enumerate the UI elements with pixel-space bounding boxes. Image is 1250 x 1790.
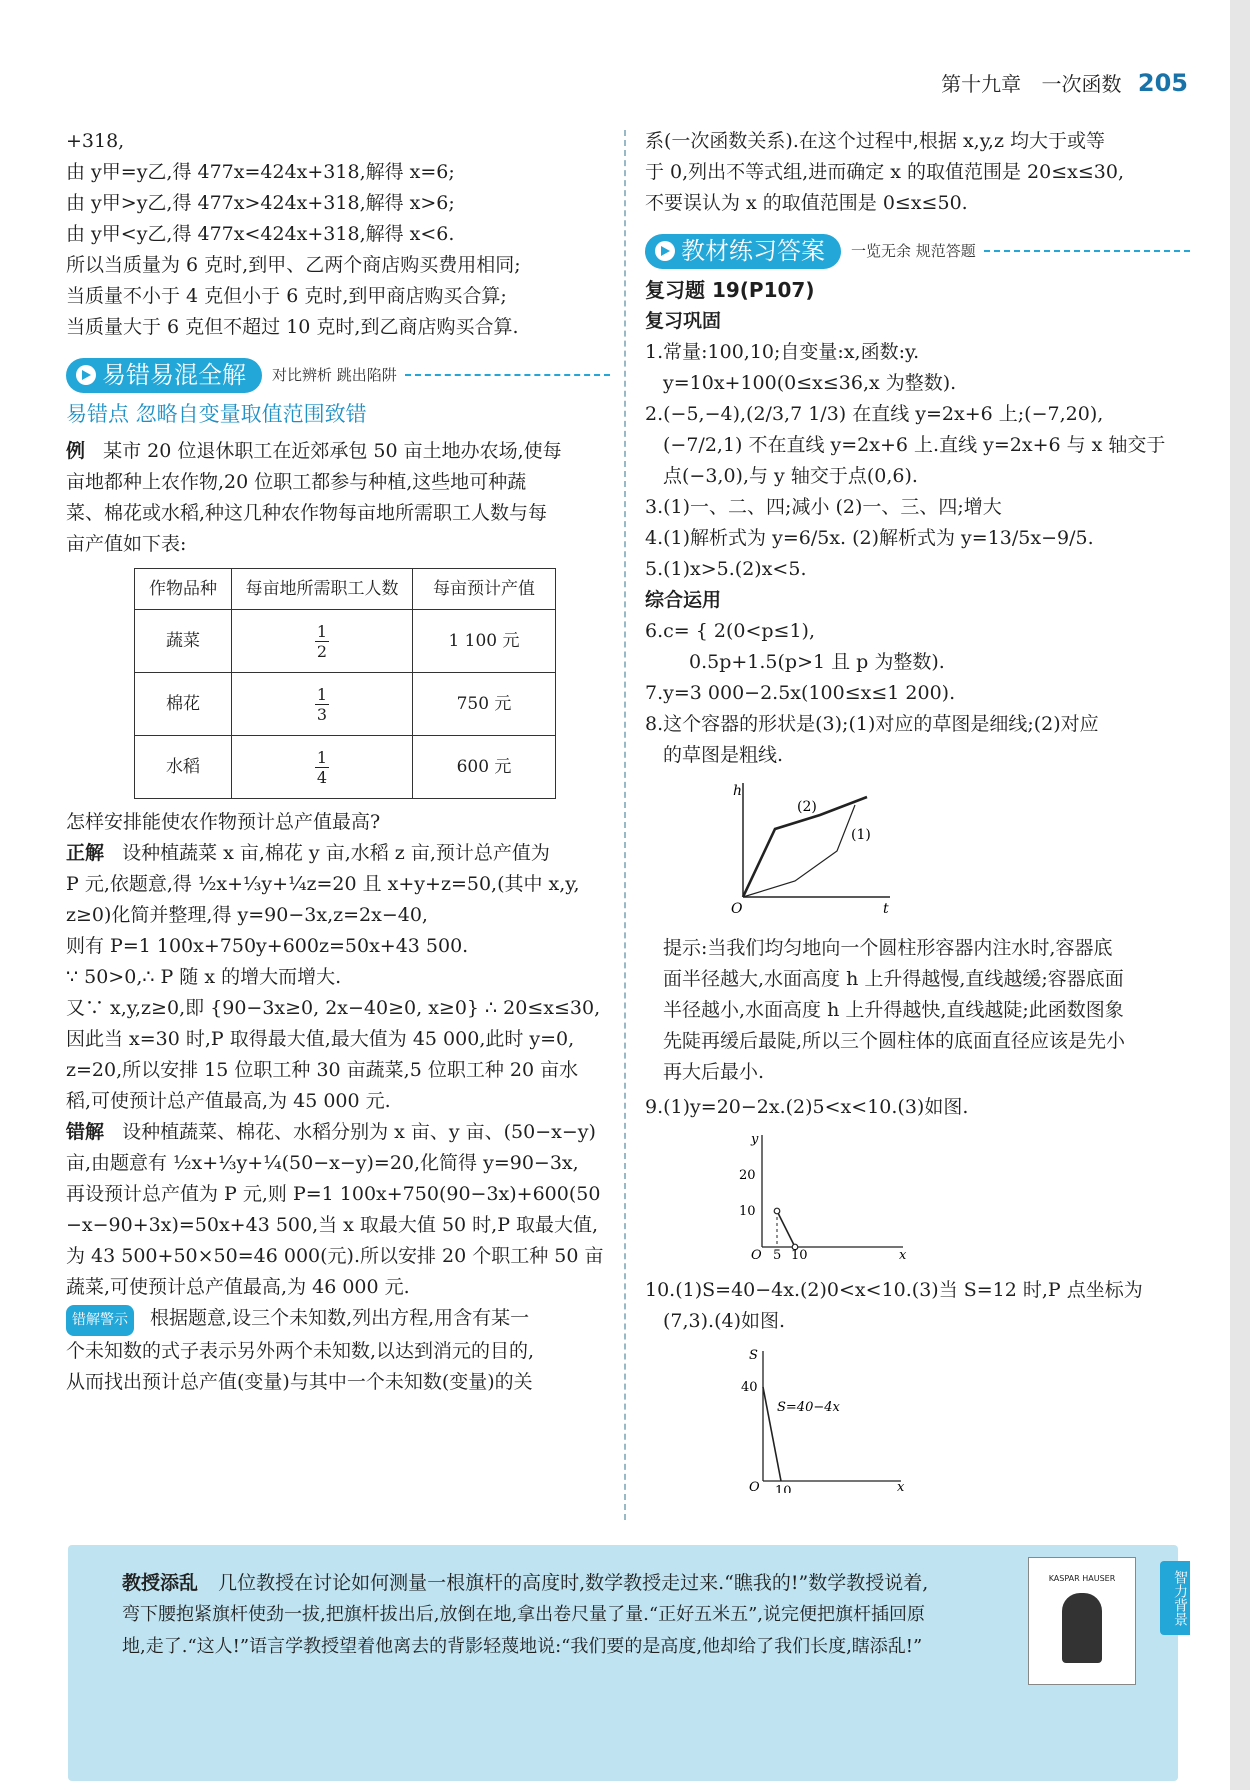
graph-9 xyxy=(645,1129,1190,1259)
answers-banner xyxy=(645,233,1190,269)
crop-table xyxy=(134,568,556,799)
text-line: 亩地都种上农作物,20 位职工都参与种植,这些地可种蔬 xyxy=(66,471,527,493)
apply-heading: 综合运用 xyxy=(645,589,722,611)
answer-line: 的草图是粗线. xyxy=(663,744,784,766)
crop-name: 棉花 xyxy=(135,673,232,736)
text-line: 当质量大于 6 克但不超过 10 克时,到乙商店购买合算. xyxy=(66,316,519,338)
crop-value: 600 元 xyxy=(413,736,556,799)
banner-subtitle: 对比辨析 跳出陷阱 xyxy=(272,365,397,384)
graph-8 xyxy=(645,777,1190,917)
tick-label: 10 xyxy=(775,1484,792,1493)
banner-pill xyxy=(66,358,262,393)
footer-title: 教授添乱 xyxy=(122,1572,199,1594)
answer-line: 4.(1)解析式为 y=6/5x. (2)解析式为 y=13/5x−9/5. xyxy=(645,527,1094,549)
column-divider xyxy=(624,130,626,1520)
fraction-den: 3 xyxy=(316,704,328,724)
banner-subtitle: 一览无余 规范答题 xyxy=(851,241,976,260)
line-equation-label: S=40−4x xyxy=(777,1400,840,1415)
tick-label: 20 xyxy=(739,1168,756,1183)
answer-line: 2.(−5,−4),(2/3,7 1/3) 在直线 y=2x+6 上;(−7,20), xyxy=(645,403,1104,425)
segment-y-20-2x xyxy=(777,1211,795,1247)
graph-10 xyxy=(645,1343,1190,1493)
footer-text xyxy=(122,1567,1062,1663)
crop-value: 750 元 xyxy=(413,673,556,736)
crop-name: 水稻 xyxy=(135,736,232,799)
crop-value: 1 100 元 xyxy=(413,610,556,673)
worker-fraction xyxy=(232,673,413,736)
answer-line: 7.y=3 000−2.5x(100≤x≤1 200). xyxy=(645,682,956,704)
left-column xyxy=(66,126,610,1398)
text-line: ∵ 50>0,∴ P 随 x 的增大而增大. xyxy=(66,966,342,988)
table-row xyxy=(135,736,556,799)
fraction-den: 2 xyxy=(316,641,328,661)
tip-badge: 错解警示 xyxy=(66,1305,134,1336)
axis-label-x: x xyxy=(899,1248,907,1259)
banner-pill xyxy=(645,234,841,269)
origin-label: O xyxy=(751,1248,762,1259)
hint-line: 再大后最小. xyxy=(663,1061,765,1083)
footer-line: 几位教授在讨论如何测量一根旗杆的高度时,数学教授走过来.“瞧我的!”数学教授说着, xyxy=(218,1572,929,1594)
curve-1-thin xyxy=(743,805,855,897)
worker-fraction xyxy=(232,610,413,673)
fraction-num: 1 xyxy=(316,684,328,704)
consolidate-heading: 复习巩固 xyxy=(645,310,722,332)
text-line: 不要误认为 x 的取值范围是 0≤x≤50. xyxy=(645,192,968,214)
footer-box xyxy=(68,1545,1188,1781)
origin-label: O xyxy=(731,901,743,917)
hint-line: 面半径越大,水面高度 h 上升得越慢,直线越缓;容器底面 xyxy=(663,968,1124,990)
text-line: 所以当质量为 6 克时,到甲、乙两个商店购买费用相同; xyxy=(66,254,521,276)
banner-title: 易错易混全解 xyxy=(102,360,246,389)
fraction-num: 1 xyxy=(316,747,328,767)
text-line: 于 0,列出不等式组,进而确定 x 的取值范围是 20≤x≤30, xyxy=(645,161,1124,183)
axis-label-y: y xyxy=(751,1132,759,1147)
answer-line: (7,3).(4)如图. xyxy=(663,1310,786,1332)
text-line: z=20,所以安排 15 位职工种 30 亩蔬菜,5 位职工种 20 亩水 xyxy=(66,1059,579,1081)
speaker-icon xyxy=(76,365,96,385)
text-line: 菜、棉花或水稻,种这几种农作物每亩地所需职工人数与每 xyxy=(66,502,548,524)
answer-line: 点(−3,0),与 y 轴交于点(0,6). xyxy=(663,465,918,487)
right-column xyxy=(645,126,1190,1509)
text-line: 再设预计总产值为 P 元,则 P=1 100x+750(90−3x)+600(50 xyxy=(66,1183,601,1205)
fraction-den: 4 xyxy=(316,767,328,787)
table-header: 作物品种 xyxy=(135,569,232,610)
answer-line: 10.(1)S=40−4x.(2)0<x<10.(3)当 S=12 时,P 点坐标为 xyxy=(645,1279,1143,1301)
photo-caption: KASPAR HAUSER xyxy=(1048,1574,1116,1583)
table-row xyxy=(135,610,556,673)
hint-line: 半径越小,水面高度 h 上升得越快,直线越陡;此函数图象 xyxy=(663,999,1124,1021)
tick-label: 10 xyxy=(739,1204,756,1219)
axis-label-t: t xyxy=(883,901,889,917)
portrait-figure xyxy=(1062,1593,1102,1663)
text-line: 某市 20 位退休职工在近郊承包 50 亩土地办农场,使每 xyxy=(103,440,562,462)
page-header xyxy=(941,68,1188,97)
text-line: 设种植蔬菜、棉花、水稻分别为 x 亩、y 亩、(50−x−y) xyxy=(122,1121,596,1143)
error-banner xyxy=(66,357,610,393)
footer-tab: 智力背景 xyxy=(1160,1561,1190,1635)
axis-label-x: x xyxy=(897,1480,905,1493)
answer-line: 1.常量:100,10;自变量:x,函数:y. xyxy=(645,341,920,363)
text-line: 因此当 x=30 时,P 取得最大值,最大值为 45 000,此时 y=0, xyxy=(66,1028,575,1050)
curve-1-label: (1) xyxy=(851,827,871,843)
text-line: +318, xyxy=(66,130,125,152)
review-title: 复习题 19(P107) xyxy=(645,278,815,302)
text-line: 为 43 500+50×50=46 000(元).所以安排 20 个职工种 50 亩 xyxy=(66,1245,604,1267)
footer-line: 弯下腰抱紧旗杆使劲一拔,把旗杆拔出后,放倒在地,拿出卷尺量了量.“正好五米五”,说完便把旗杆插回原 xyxy=(122,1604,926,1625)
book-cover-image xyxy=(1028,1557,1136,1685)
axis-label-s: S xyxy=(749,1348,758,1363)
curve-2-label: (2) xyxy=(797,799,817,815)
speaker-icon xyxy=(655,241,675,261)
text-line: 由 y甲>y乙,得 477x>424x+318,解得 x>6; xyxy=(66,192,455,214)
text-line: 又∵ x,y,z≥0,即 {90−3x≥0, 2x−40≥0, x≥0} ∴ 20≤x≤30, xyxy=(66,997,601,1019)
answer-line: 8.这个容器的形状是(3);(1)对应的草图是细线;(2)对应 xyxy=(645,713,1099,735)
text-line: 蔬菜,可使预计总产值最高,为 46 000 元. xyxy=(66,1276,410,1298)
banner-rule xyxy=(984,250,1190,252)
text-line: z≥0)化简并整理,得 y=90−3x,z=2x−40, xyxy=(66,904,428,926)
table-header: 每亩预计产值 xyxy=(413,569,556,610)
fraction-num: 1 xyxy=(316,621,328,641)
text-line: 稻,可使预计总产值最高,为 45 000 元. xyxy=(66,1090,391,1112)
hint-line: 先陡再缓后最陡,所以三个圆柱体的底面直径应该是先小 xyxy=(663,1030,1126,1052)
worker-fraction xyxy=(232,736,413,799)
text-line: 设种植蔬菜 x 亩,棉花 y 亩,水稻 z 亩,预计总产值为 xyxy=(122,842,550,864)
banner-rule xyxy=(405,374,610,376)
chapter-label: 第十九章 xyxy=(941,72,1022,96)
page-spine xyxy=(1230,0,1250,1790)
table-header: 每亩地所需职工人数 xyxy=(232,569,413,610)
text-line: −x−90+3x)=50x+43 500,当 x 取最大值 50 时,P 取最大值, xyxy=(66,1214,599,1236)
answer-line: 0.5p+1.5(p>1 且 p 为整数). xyxy=(689,651,945,673)
answer-line: 5.(1)x>5.(2)x<5. xyxy=(645,558,807,580)
tick-label: 10 xyxy=(791,1248,808,1259)
wrong-label: 错解 xyxy=(66,1121,105,1143)
tick-label: 40 xyxy=(741,1380,758,1395)
text-line: 亩产值如下表: xyxy=(66,533,187,555)
text-line: 当质量不小于 4 克但小于 6 克时,到甲商店购买合算; xyxy=(66,285,507,307)
text-line: 个未知数的式子表示另外两个未知数,以达到消元的目的, xyxy=(66,1340,535,1362)
text-line: 由 y甲=y乙,得 477x=424x+318,解得 x=6; xyxy=(66,161,455,183)
answer-line: 3.(1)一、二、四;减小 (2)一、三、四;增大 xyxy=(645,496,1002,518)
answer-line: (−7/2,1) 不在直线 y=2x+6 上.直线 y=2x+6 与 x 轴交于 xyxy=(663,434,1166,456)
answer-line: 9.(1)y=20−2x.(2)5<x<10.(3)如图. xyxy=(645,1096,969,1118)
banner-title: 教材练习答案 xyxy=(681,236,825,265)
text-line: 则有 P=1 100x+750y+600z=50x+43 500. xyxy=(66,935,469,957)
tick-label: 5 xyxy=(773,1248,782,1259)
text-line: 由 y甲<y乙,得 477x<424x+318,解得 x<6. xyxy=(66,223,455,245)
answer-line: y=10x+100(0≤x≤36,x 为整数). xyxy=(663,372,957,394)
text-line: 亩,由题意有 ½x+⅓y+¼(50−x−y)=20,化简得 y=90−3x, xyxy=(66,1152,579,1174)
table-row xyxy=(135,673,556,736)
text-line: 从而找出预计总产值(变量)与其中一个未知数(变量)的关 xyxy=(66,1371,533,1393)
page-number: 205 xyxy=(1137,69,1188,97)
open-endpoint xyxy=(774,1208,780,1214)
answer-line: 6.c= { 2(0<p≤1), xyxy=(645,620,815,642)
section-label: 一次函数 xyxy=(1041,72,1122,96)
text-line: 根据题意,设三个未知数,列出方程,用含有某一 xyxy=(150,1307,530,1329)
correct-label: 正解 xyxy=(66,842,105,864)
footer-line: 地,走了.“这人!”语言学教授望着他离去的背影轻蔑地说:“我们要的是高度,他却给了我们长度,瞎添乱!” xyxy=(122,1636,923,1657)
table-header-row xyxy=(135,569,556,610)
text-line: P 元,依题意,得 ½x+⅓y+¼z=20 且 x+y+z=50,(其中 x,y, xyxy=(66,873,580,895)
axis-label-h: h xyxy=(733,783,743,799)
origin-label: O xyxy=(749,1480,760,1493)
text-line: 系(一次函数关系).在这个过程中,根据 x,y,z 均大于或等 xyxy=(645,130,1105,152)
example-label: 例 xyxy=(66,440,86,462)
hint-line: 提示:当我们均匀地向一个圆柱形容器内注水时,容器底 xyxy=(663,937,1113,959)
question-text: 怎样安排能使农作物预计总产值最高? xyxy=(66,811,381,833)
crop-name: 蔬菜 xyxy=(135,610,232,673)
error-point-title: 易错点 忽略自变量取值范围致错 xyxy=(66,402,367,426)
